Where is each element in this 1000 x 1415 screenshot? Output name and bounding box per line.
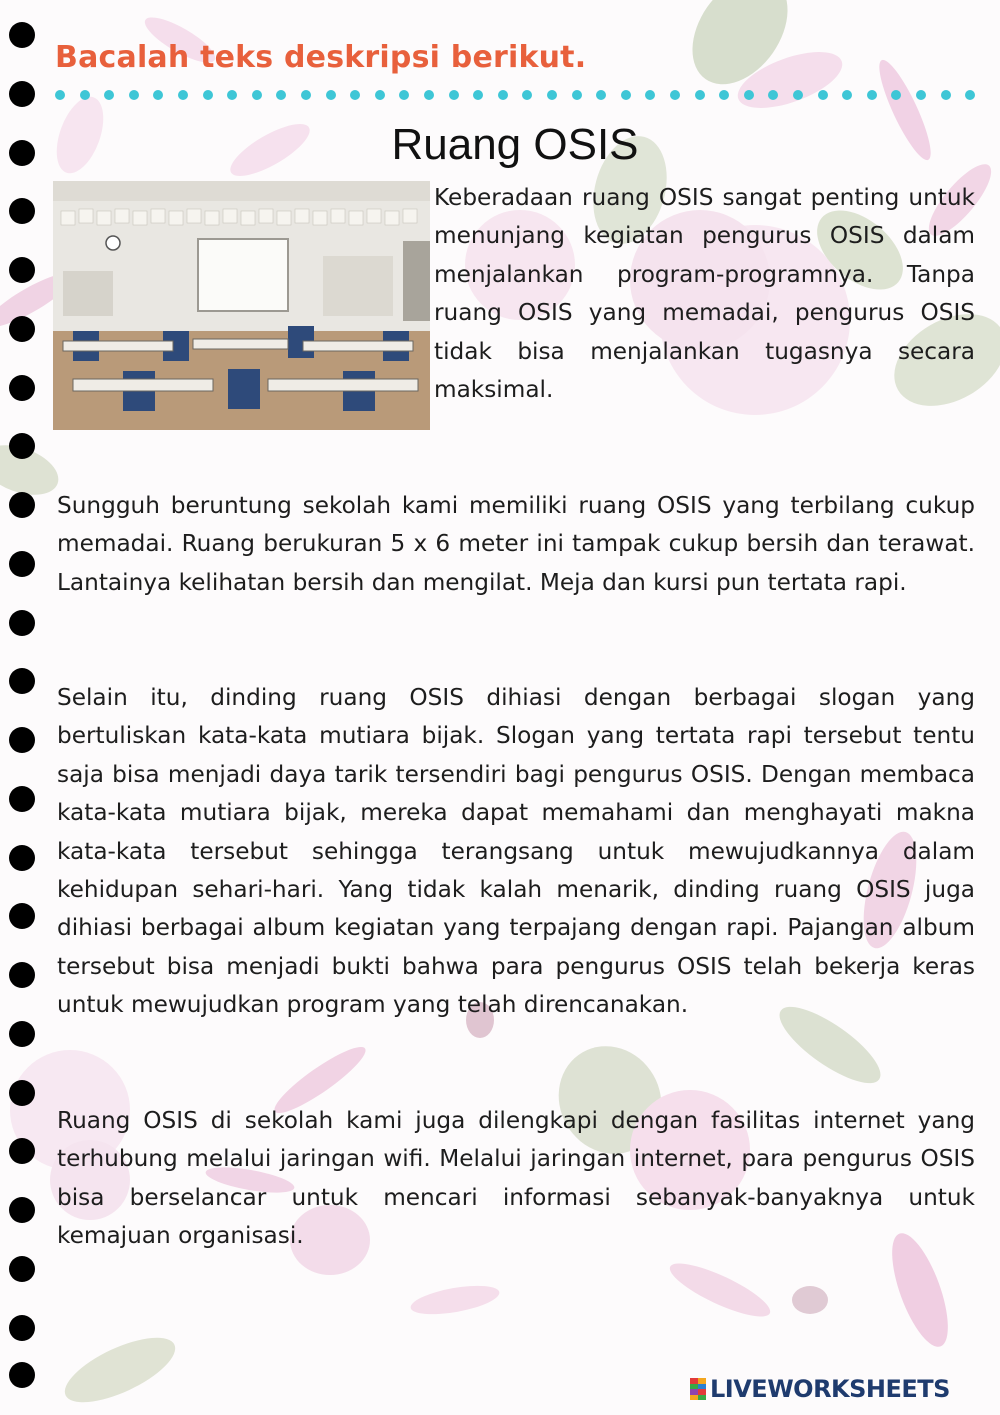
divider-dot	[916, 90, 926, 100]
divider-dot	[670, 90, 680, 100]
dotted-divider	[55, 88, 980, 102]
divider-dot	[645, 90, 655, 100]
divider-dot	[80, 90, 90, 100]
divider-dot	[104, 90, 114, 100]
divider-dot	[744, 90, 754, 100]
classroom-photo	[53, 181, 430, 430]
brand-text: LIVEWORKSHEETS	[710, 1375, 950, 1403]
divider-dot	[572, 90, 582, 100]
divider-dot	[252, 90, 262, 100]
liveworksheets-logo-icon	[690, 1378, 706, 1400]
divider-dot	[695, 90, 705, 100]
divider-dot	[965, 90, 975, 100]
paragraph-1: Keberadaan ruang OSIS sangat penting untuk menunjang kegiatan pengurus OSIS dalam menjalankan program-programnya. Tanpa ruang OSIS yang memadai, pengurus OSIS tidak bisa menjalankan tugasnya secara maksimal.	[434, 184, 975, 404]
divider-dot	[153, 90, 163, 100]
divider-dot	[178, 90, 188, 100]
page-title: Ruang OSIS	[391, 120, 639, 169]
paragraph-3: Selain itu, dinding ruang OSIS dihiasi dengan berbagai slogan yang bertuliskan kata-kata mutiara bijak. Slogan yang tertata rapi tersebut tentu saja bisa menjadi daya tarik tersendiri bagi pengurus OSIS. Dengan membaca kata-kata mutiara bijak, mereka dapat memahami dan menghayati makna kata-kata tersebut sehingga terangsang untuk mewujudkannya dalam kehidupan sehari-hari. Yang tidak kalah menarik, dinding ruang OSIS juga dihiasi berbagai album kegiatan yang terpajang dengan rapi. Pajangan album tersebut bisa menjadi bukti bahwa para pengurus OSIS telah bekerja keras untuk mewujudkan program yang telah direncanakan.	[57, 684, 975, 1019]
divider-dot	[867, 90, 877, 100]
divider-dot	[203, 90, 213, 100]
divider-dot	[818, 90, 828, 100]
divider-dot	[596, 90, 606, 100]
divider-dot	[842, 90, 852, 100]
divider-dot	[768, 90, 778, 100]
divider-dot	[522, 90, 532, 100]
paragraph-2: Sungguh beruntung sekolah kami memiliki ruang OSIS yang terbilang cukup memadai. Ruang berukuran 5 x 6 meter ini tampak cukup bersih dan terawat. Lantainya kelihatan bersih dan mengilat. Meja dan kursi pun tertata rapi.	[57, 492, 975, 596]
liveworksheets-brand[interactable]	[690, 1375, 950, 1403]
divider-dot	[719, 90, 729, 100]
divider-dot	[276, 90, 286, 100]
divider-dot	[793, 90, 803, 100]
divider-dot	[621, 90, 631, 100]
instruction-heading: Bacalah teks deskripsi berikut.	[55, 40, 587, 75]
divider-dot	[891, 90, 901, 100]
divider-dot	[498, 90, 508, 100]
divider-dot	[350, 90, 360, 100]
divider-dot	[227, 90, 237, 100]
divider-dot	[449, 90, 459, 100]
paragraph-4: Ruang OSIS di sekolah kami juga dilengkapi dengan fasilitas internet yang terhubung melalui jaringan wifi. Melalui jaringan internet, para pengurus OSIS bisa berselancar untuk mencari informasi sebanyak-banyaknya untuk kemajuan organisasi.	[57, 1107, 975, 1250]
divider-dot	[399, 90, 409, 100]
divider-dot	[326, 90, 336, 100]
divider-dot	[547, 90, 557, 100]
divider-dot	[301, 90, 311, 100]
divider-dot	[424, 90, 434, 100]
divider-dot	[375, 90, 385, 100]
binder-holes	[6, 22, 40, 1402]
divider-dot	[473, 90, 483, 100]
divider-dot	[941, 90, 951, 100]
divider-dot	[55, 90, 65, 100]
divider-dot	[129, 90, 139, 100]
